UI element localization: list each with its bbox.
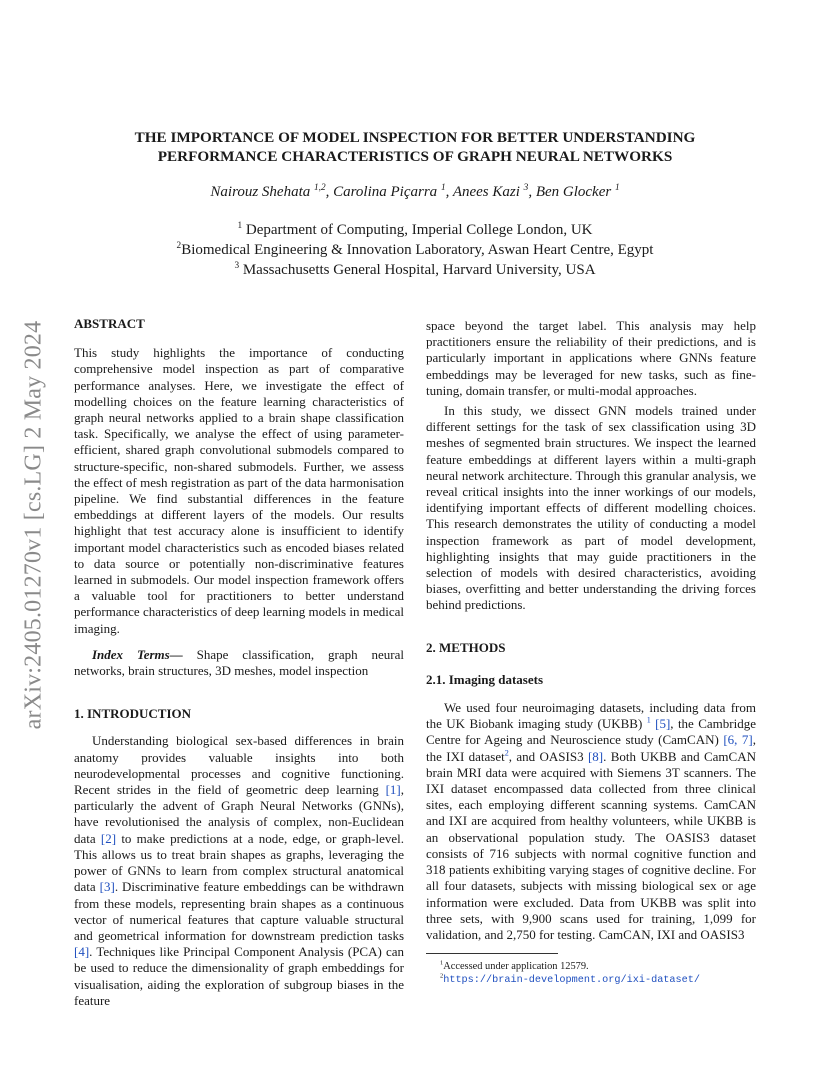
introduction-heading: 1. INTRODUCTION: [74, 706, 192, 722]
methods-heading: 2. METHODS: [426, 639, 506, 655]
footnote-marker[interactable]: 1: [646, 715, 651, 725]
left-column: [74, 316, 404, 1009]
title-line-1: THE IMPORTANCE OF MODEL INSPECTION FOR BETTER UNDERSTANDING: [134, 129, 696, 146]
author-affiliation: 1: [614, 183, 620, 193]
author-name: Ben Glocker: [535, 184, 612, 200]
index-terms-label: Index Terms—: [92, 646, 183, 662]
footnote-marker[interactable]: 2: [504, 748, 509, 758]
citation-link[interactable]: [4]: [74, 944, 90, 960]
author-affiliation: 3: [523, 183, 529, 193]
abstract-body: This study highlights the importance of conducting comprehensive model inspection as part of comparative performance analyses. Here, we investigate the effect of modelling choices on the feature learning characteristics of graph neural networks applied to a brain shape classification task. Specifically, we analyse the effect of using parameter-efficient, shared graph convolutional submodels compared to structure-specific, non-shared submodels. Further, we assess the effect of mesh registration as part of the data harmonisation pipeline. We find substantial differences in the feature embeddings at different layers of the models. Our results highlight that test accuracy alone is insufficient to identify important model characteristics such as encoded biases related to data source or potentially non-discriminative features learned in submodels. Our model inspection framework offers a valuable tool for practitioners to better understand performance characteristics of deep learning models in medical imaging.: [74, 345, 404, 636]
citation-link[interactable]: [1]: [385, 782, 401, 798]
datasets-paragraph: We used four neuroimaging datasets, including data from the UK Biobank imaging study (UKBB) $^1$ [5], the Cambridge Centre for Ageing and Neuroscience study (CamCAN) [6, 7], the IXI dataset$^2$, and OASIS3 [8]. Both UKBB and CamCAN brain MRI data were acquired with Siemens 3T scanners. The IXI dataset encompassed data collected from three clinical sites, each employing different scanning systems. CamCAN and IXI are acquired from healthy volunteers, while UKBB is an observational population study. The OASIS3 dataset consists of 716 subjects with normal cognitive function and 318 patients exhibiting varying stages of cognitive decline. For all four datasets, subjects with missing biological sex or age information were excluded. Data from UKBB was split into three sets, with 9,900 scans used for training, 1,099 for validation, and 2,750 for testing. CamCAN, IXI and OASIS3: [426, 700, 756, 942]
index-terms-text: Shape classification, graph neural networks, brain structures, 3D meshes, model inspection: [74, 646, 405, 679]
arxiv-identifier: arXiv:2405.01270v1 [cs.LG] 2 May 2024: [20, 320, 47, 730]
author-list: Nairouz Shehata $^{1,2}$, Carolina Piçarra $^1$, Anees Kazi $^3$, Ben Glocker $^1$: [210, 183, 620, 200]
ixi-dataset-url-link[interactable]: https://brain-development.org/ixi-dataset/: [443, 975, 700, 987]
author-affiliation: 1,2: [314, 183, 326, 193]
footnote-1: $^1$Accessed under application 12579.: [440, 959, 589, 973]
index-terms: [74, 647, 404, 679]
author-name: Nairouz Shehata: [210, 184, 311, 200]
abstract-heading: ABSTRACT: [74, 316, 145, 331]
footnote-2: $^2$https://brain-development.org/ixi-dataset/: [440, 972, 700, 987]
citation-link[interactable]: [6, 7]: [723, 732, 753, 748]
arxiv-sidebar: [22, 290, 46, 760]
citation-link[interactable]: [3]: [99, 879, 115, 895]
introduction-paragraph: Understanding biological sex-based differences in brain anatomy provides valuable insights into both neurodevelopmental processes and cognitive functioning. Recent strides in the field of geometric deep learning [1], particularly the advent of Graph Neural Networks (GNNs), have revolutionised the analysis of complex, non-Euclidean data [2] to make predictions at a node, edge, or graph-level. This allows us to treat brain shapes as graphs, leveraging the power of GNNs to learn from complex structural anatomical data [3]. Discriminative feature embeddings can be withdrawn from these models, representing brain shapes as a continuous vector of numerical features that capture valuable structural and geometrical information for downstream prediction tasks [4]. Techniques like Principal Component Analysis (PCA) can be used to reduce the dimensionality of graph embeddings for visualisation, aiding the exploration of subgroup biases in the feature: [74, 733, 405, 1008]
footnote-divider: [426, 953, 558, 954]
affiliation-line: $^2$Biomedical Engineering & Innovation Laboratory, Aswan Heart Centre, Egypt: [176, 241, 654, 258]
intro-continuation-paragraph: space beyond the target label. This analysis may help practitioners ensure the reliability of their predictions, and is particularly important in applications where GNNs feature embeddings may be leveraged for new tasks, such as fine-tuning, domain transfer, or multi-modal approaches.: [426, 318, 756, 398]
affiliation-list: [70, 220, 760, 280]
citation-link[interactable]: [2]: [100, 830, 117, 846]
imaging-datasets-heading: 2.1. Imaging datasets: [426, 671, 544, 687]
citation-link[interactable]: [5]: [655, 716, 671, 732]
citation-link[interactable]: [8]: [587, 748, 604, 764]
study-paragraph: In this study, we dissect GNN models trained under different settings for the task of sex classification using 3D meshes of segmented brain structures. We inspect the learned feature embeddings at different layers within a multi-graph neural network architecture. Through this granular analysis, we reveal critical insights into the inner workings of our models, identifying important effects of different modelling choices. This research demonstrates the utility of conducting a model inspection framework as part of model development, highlighting insights that may guide practitioners in the selection of models with desired characteristics, avoiding biases, overfitting and better understanding the driving forces behind predictions.: [426, 403, 756, 613]
paper-title: [70, 128, 760, 166]
author-name: Carolina Piçarra: [333, 184, 438, 200]
title-line-2: PERFORMANCE CHARACTERISTICS OF GRAPH NEURAL NETWORKS: [157, 148, 673, 165]
author-name: Anees Kazi: [452, 184, 520, 200]
affiliation-line: $^3$ Massachusetts General Hospital, Harvard University, USA: [234, 261, 596, 278]
author-affiliation: 1: [440, 183, 446, 193]
right-column: [426, 318, 756, 987]
affiliation-line: $^1$ Department of Computing, Imperial College London, UK: [237, 221, 593, 238]
